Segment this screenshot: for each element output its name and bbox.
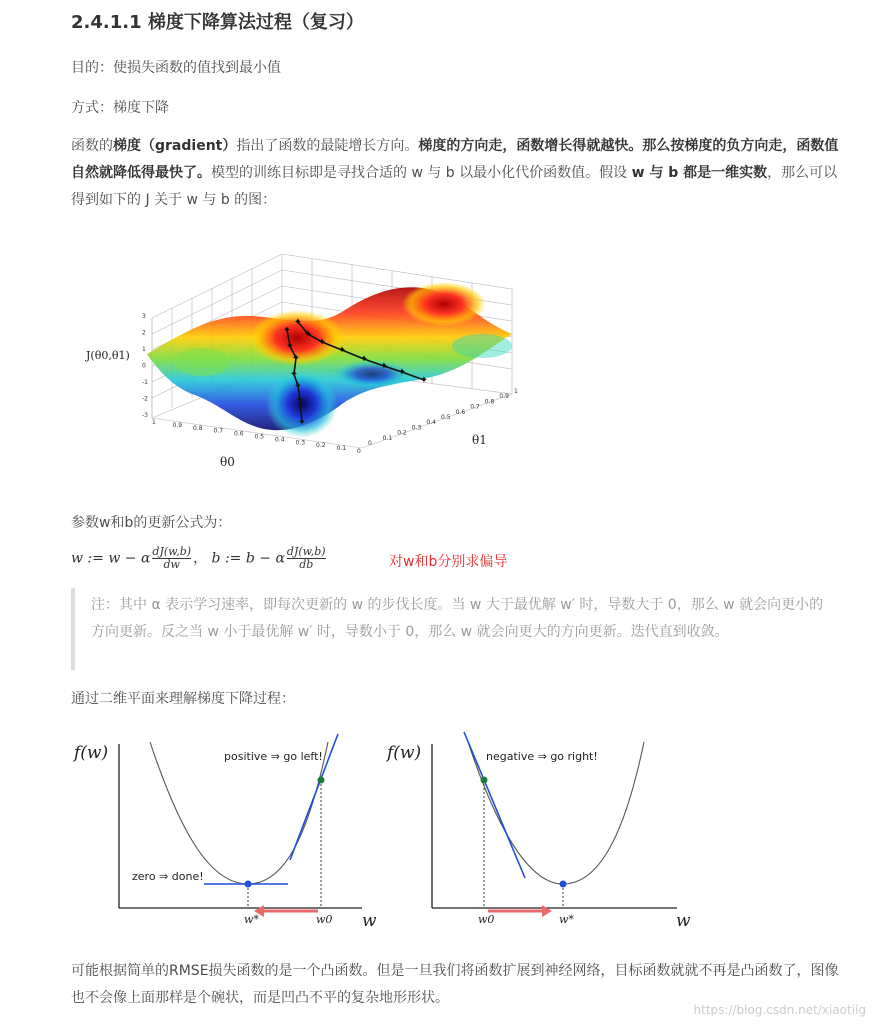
bold-real-numbers: w 与 b 都是一维实数 — [631, 165, 768, 181]
update-intro: 参数w和b的更新公式为： — [71, 515, 232, 531]
b-derivative: $\frac{dJ(w,b)}{db}$ — [286, 545, 326, 571]
method-text: 方式：梯度下降 — [71, 100, 169, 116]
surface-x-tick: 0.5 — [254, 433, 265, 441]
surface-x-tick: 0.4 — [275, 436, 285, 444]
left-label-positive: positive ⇒ go left! — [224, 750, 323, 763]
right-tick-w0: w0 — [478, 913, 495, 926]
svg-text:✦: ✦ — [419, 375, 429, 386]
svg-text:✦: ✦ — [282, 325, 292, 336]
surface-ylabel: θ1 — [472, 433, 487, 447]
right-xlabel: w — [676, 911, 691, 931]
update-formula: w := w − α $\frac{dJ(w,b)}{dw}$ ， b := b − α $\frac{dJ(w,b)}{db}$ — [71, 545, 326, 571]
surface-z-tick: -2 — [142, 395, 148, 403]
surface-x-tick: 0.8 — [193, 424, 203, 432]
surface-y-tick: 0.8 — [484, 398, 495, 406]
svg-text:✦: ✦ — [337, 345, 347, 356]
svg-text:✦: ✦ — [317, 337, 327, 348]
svg-text:✦: ✦ — [297, 417, 307, 428]
purpose-text: 目的：使损失函数的值找到最小值 — [71, 60, 281, 76]
surface-y-tick: 1 — [514, 388, 518, 395]
surface-zlabel: J(θ0,θ1) — [86, 349, 130, 362]
svg-text:✦: ✦ — [285, 341, 295, 352]
svg-text:✦: ✦ — [295, 395, 305, 406]
left-tick-w0: w0 — [316, 913, 333, 926]
surface-z-tick: 2 — [142, 329, 146, 337]
svg-text:✦: ✦ — [397, 367, 407, 378]
watermark: https://blog.csdn.net/xiaotiig — [693, 1003, 866, 1017]
bold-direction: 梯度的方向走，函数增长得就越快。那么按梯度的负方向走，函数值自然就降低得最快了。 — [71, 138, 839, 181]
surface-y-tick: 0 — [368, 440, 372, 447]
svg-text:✦: ✦ — [359, 354, 369, 365]
svg-text:✦: ✦ — [379, 361, 389, 372]
surface-z-tick: 3 — [142, 313, 146, 320]
surface-y-tick: 0.2 — [397, 429, 407, 437]
surface-z-tick: -3 — [142, 412, 148, 419]
surface-x-tick: 0.6 — [234, 430, 244, 438]
right-ylabel: f(w) — [387, 743, 422, 763]
formula-note: 对w和b分别求偏导 — [389, 554, 508, 570]
surface-z-tick: 1 — [142, 346, 146, 353]
svg-text:✦: ✦ — [293, 317, 303, 328]
plane-intro: 通过二维平面来理解梯度下降过程： — [71, 691, 295, 707]
right-plot — [385, 732, 691, 931]
surface-y-tick: 0.1 — [382, 434, 393, 442]
loss-surface-figure — [72, 234, 542, 484]
surface-y-tick: 0.6 — [455, 408, 466, 416]
left-xlabel: w — [362, 911, 377, 931]
surface-x-tick: 0.2 — [316, 442, 326, 450]
surface-x-tick: 0.9 — [172, 421, 183, 429]
surface-z-tick: 0 — [142, 362, 146, 370]
surface-y-tick: 0.9 — [499, 393, 509, 401]
note-blockquote — [71, 588, 835, 670]
conclusion-paragraph: 可能根据简单的RMSE损失函数的是一个凸函数。但是一旦我们将函数扩展到神经网络，目标函数就就不再是凸函数了，图像也不会像上面那样是个碗状，而是凹凸不平的复杂地形形状。 — [71, 963, 839, 1006]
right-tick-wstar: w* — [559, 913, 574, 926]
surface-xlabel: θ0 — [220, 455, 235, 469]
surface-x-tick: 0.3 — [295, 439, 306, 447]
surface-y-ticks — [368, 388, 518, 447]
left-ylabel: f(w) — [74, 743, 109, 763]
note-text: 注：其中 α 表示学习速率，即每次更新的 w 的步伐长度。当 w 大于最优解 w′ 时，导数大于 0，那么 w 就会向更小的方向更新。反之当 w 小于最优解 w′ 时，导数小于 0，那么 w 就会向更大的方向更新。迭代直到收敛。 — [91, 597, 824, 640]
left-tick-wstar: w* — [244, 913, 259, 926]
surface-y-tick: 0.4 — [426, 419, 436, 427]
surface-x-tick: 0.7 — [213, 427, 224, 435]
surface-x-tick: 0 — [357, 448, 361, 455]
gradient-paragraph: 函数的梯度（gradient）指出了函数的最陡增长方向。梯度的方向走，函数增长得就越快。那么按梯度的负方向走，函数值自然就降低得最快了。模型的训练目标即是寻找合适的 w 与 b 以最小化代价函数值。假设 w 与 b 都是一维实数，那么可以得到如下的 J 关于 w 与 b 的图： — [71, 138, 839, 208]
svg-text:✦: ✦ — [291, 353, 301, 364]
svg-text:✦: ✦ — [293, 381, 303, 392]
surface-y-tick: 0.5 — [441, 414, 451, 421]
right-label-negative: negative ⇒ go right! — [486, 750, 598, 763]
surface-z-ticks — [142, 313, 148, 419]
surface-x-tick: 0.1 — [336, 445, 347, 453]
section-heading: 2.4.1.1 梯度下降算法过程（复习） — [71, 12, 364, 33]
w-derivative: $\frac{dJ(w,b)}{dw}$ — [152, 545, 192, 571]
left-label-zero: zero ⇒ done! — [132, 870, 204, 883]
bold-gradient: 梯度（gradient） — [113, 138, 237, 154]
surface-y-tick: 0.3 — [411, 424, 422, 432]
surface-x-tick: 1 — [152, 419, 156, 426]
surface-z-tick: -1 — [142, 379, 148, 386]
descent-2d-figure — [72, 728, 712, 933]
svg-text:✦: ✦ — [289, 369, 299, 380]
svg-text:✦: ✦ — [303, 329, 313, 340]
left-plot — [72, 734, 377, 931]
surface-y-tick: 0.7 — [470, 403, 480, 411]
